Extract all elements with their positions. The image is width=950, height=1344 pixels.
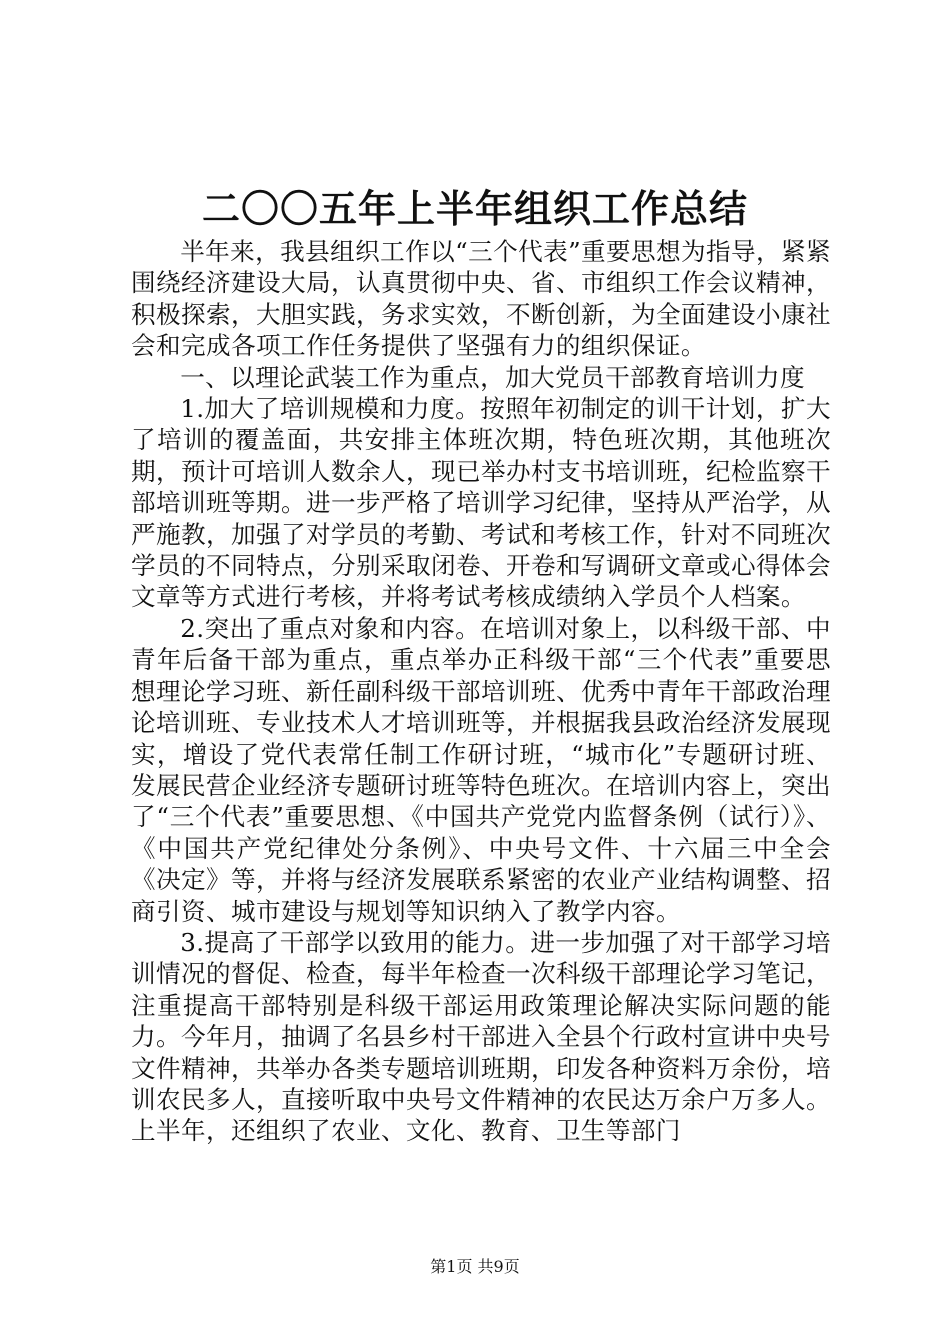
section-heading: 一、以理论武装工作为重点，加大党员干部教育培训力度: [180, 362, 806, 392]
item-1-paragraph: 1.加大了培训规模和力度。按照年初制定的训干计划，扩大了培训的覆盖面，共安排主体班次期，特色班次期，其他班次期，预计可培训人数余人，现已举办村支书培训班，纪检监察干部培训班等期。进一步严格了培训学习纪律，坚持从严治学，从严施教，加强了对学员的考勤、考试和考核工作，针对不同班次学员的不同特点，分别采取闭卷、开卷和写调研文章或心得体会文章等方式进行考核，并将考试考核成绩纳入学员个人档案。: [131, 394, 831, 612]
document-title: 二〇〇五年上半年组织工作总结: [201, 186, 748, 231]
item-2-paragraph: 2.突出了重点对象和内容。在培训对象上，以科级干部、中青年后备干部为重点，重点举办正科级干部“三个代表”重要思想理论学习班、新任副科级干部培训班、优秀中青年干部政治理论培训班、专业技术人才培训班等，并根据我县政治经济发展现实，增设了党代表常任制工作研讨班，“城市化”专题研讨班、发展民营企业经济专题研讨班等特色班次。在培训内容上，突出了“三个代表”重要思想、《中国共产党党内监督条例（试行）》、《中国共产党纪律处分条例》、中央号文件、十六届三中全会《决定》等，并将与经济发展联系紧密的农业产业结构调整、招商引资、城市建设与规划等知识纳入了教学内容。: [131, 613, 831, 926]
document-body: [131, 236, 831, 1147]
item-3-paragraph: 3.提高了干部学以致用的能力。进一步加强了对干部学习培训情况的督促、检查，每半年检查一次科级干部理论学习笔记，注重提高干部特别是科级干部运用政策理论解决实际问题的能力。今年月，抽调了名县乡村干部进入全县个行政村宣讲中央号文件精神，共举办各类专题培训班期，印发各种资料万余份，培训农民多人，直接听取中央号文件精神的农民达万余户万多人。上半年，还组织了农业、文化、教育、卫生等部门: [131, 927, 831, 1146]
intro-paragraph: 半年来，我县组织工作以“三个代表”重要思想为指导，紧紧围绕经济建设大局，认真贯彻中央、省、市组织工作会议精神，积极探索，大胆实践，务求实效，不断创新，为全面建设小康社会和完成各项工作任务提供了坚强有力的组织保证。: [131, 237, 831, 361]
page-number-footer: 第1页 共9页: [430, 1257, 520, 1276]
